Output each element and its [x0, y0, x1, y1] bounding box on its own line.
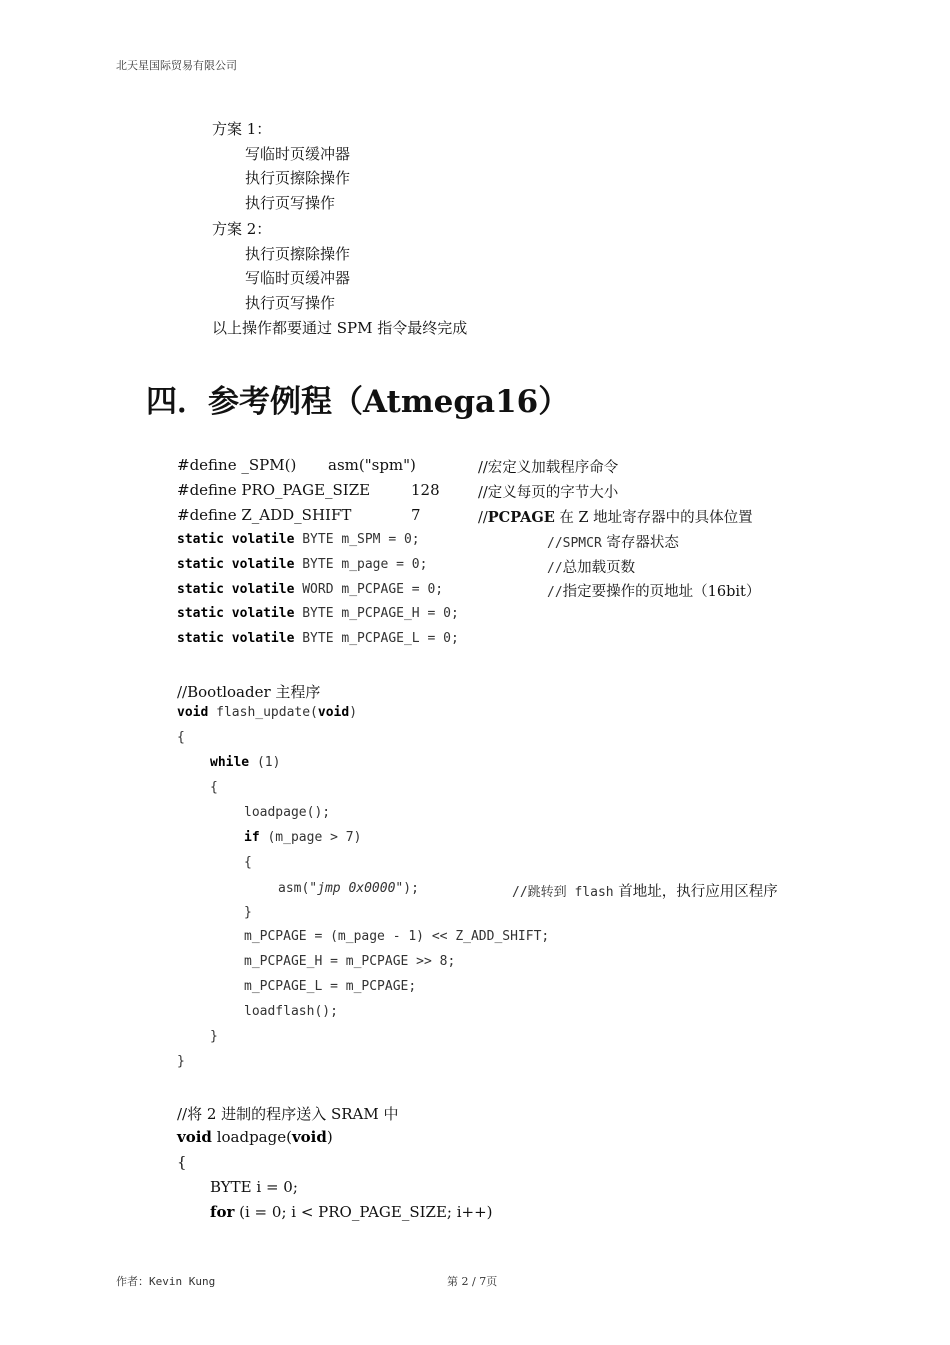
flash-update-comment: //Bootloader 主程序 [177, 683, 321, 701]
asm-comment [512, 880, 778, 901]
var-decl: BYTE m_SPM = 0; [294, 532, 420, 547]
plan1-step: 写临时页缓冲器 [245, 145, 351, 163]
code-line: loadpage(); [244, 805, 331, 820]
keyword-void: void [291, 1128, 327, 1146]
define-comment [478, 506, 753, 527]
asm-string: jmp 0x0000 [317, 881, 396, 896]
asm-suffix: "); [395, 881, 419, 896]
define-comment: //定义每页的字节大小 [478, 485, 619, 501]
asm-comment-a: //跳转到 [512, 885, 575, 900]
var-keyword: static volatile [177, 582, 295, 597]
plan1-title: 方案 1： [212, 120, 272, 138]
var-decl: BYTE m_PCPAGE_L = 0; [294, 631, 459, 646]
section-title: 四．参考例程（Atmega16） [146, 384, 570, 420]
asm-comment-c: 首地址，执行应用区程序 [613, 884, 778, 900]
var-comment [547, 580, 760, 601]
keyword-while: while [210, 755, 250, 770]
if-condition: (m_page > 7) [259, 830, 362, 845]
plan2-step: 写临时页缓冲器 [245, 269, 351, 287]
define-value: 7 [411, 506, 421, 524]
loadpage-signature [177, 1128, 333, 1146]
paren-close: ) [349, 705, 358, 720]
keyword-void: void [177, 705, 209, 720]
define-value: asm("spm") [328, 456, 416, 474]
var-keyword: static volatile [177, 557, 295, 572]
asm-line [278, 881, 419, 896]
code-line: loadflash(); [244, 1004, 338, 1019]
while-line [210, 755, 280, 770]
paren-close: ) [326, 1128, 333, 1146]
code-line: BYTE i = 0; [210, 1178, 298, 1196]
plan1-step: 执行页擦除操作 [245, 169, 351, 187]
asm-prefix: asm(" [278, 881, 318, 896]
var-keyword: static volatile [177, 631, 295, 646]
flash-update-signature [177, 705, 357, 720]
define-name: #define PRO_PAGE_SIZE [177, 481, 371, 499]
brace: { [210, 780, 218, 795]
if-line [244, 830, 361, 845]
var-line [177, 631, 459, 646]
var-keyword: static volatile [177, 532, 295, 547]
var-decl: WORD m_PCPAGE = 0; [294, 582, 444, 597]
var-decl: BYTE m_PCPAGE_H = 0; [294, 606, 459, 621]
var-decl: BYTE m_page = 0; [294, 557, 428, 572]
keyword-if: if [244, 830, 260, 845]
var-comment [547, 531, 679, 552]
var-comment-text: 寄存器状态 [601, 535, 679, 551]
plan1-step: 执行页写操作 [245, 194, 336, 212]
function-name: loadpage( [211, 1128, 292, 1146]
var-line [177, 532, 420, 547]
var-line [177, 557, 427, 572]
brace: { [177, 1153, 187, 1171]
plan2-title: 方案 2： [212, 220, 272, 238]
var-comment [547, 556, 635, 577]
footer-author: 作者：Kevin Kung [116, 1275, 216, 1288]
var-comment-text: 指定要操作的页地址（16bit） [562, 584, 761, 600]
define-comment-bold: PCPAGE [487, 509, 555, 526]
brace: { [177, 730, 185, 745]
define-name: #define Z_ADD_SHIFT [177, 506, 352, 524]
var-comment-mono: //SPMCR [547, 536, 602, 551]
code-line: m_PCPAGE_H = m_PCPAGE >> 8; [244, 954, 456, 969]
brace: } [210, 1029, 218, 1044]
plans-conclusion: 以上操作都要通过 SPM 指令最终完成 [212, 319, 468, 337]
plan2-step: 执行页擦除操作 [245, 245, 351, 263]
define-comment-rest: 在 Z 地址寄存器中的具体位置 [554, 510, 753, 526]
brace: } [177, 1054, 185, 1069]
plan2-step: 执行页写操作 [245, 294, 336, 312]
define-value: 128 [411, 481, 440, 499]
brace: } [244, 905, 252, 920]
var-comment-mono: // [547, 585, 563, 600]
loadpage-comment: //将 2 进制的程序送入 SRAM 中 [177, 1105, 399, 1123]
keyword-void: void [317, 705, 350, 720]
asm-comment-b: flash [574, 885, 614, 900]
define-comment: //宏定义加载程序命令 [478, 460, 619, 476]
function-name: flash_update( [208, 705, 318, 720]
code-line: m_PCPAGE = (m_page - 1) << Z_ADD_SHIFT; [244, 929, 550, 944]
brace: { [244, 855, 252, 870]
while-condition: (1) [249, 755, 281, 770]
for-line [210, 1203, 493, 1221]
keyword-void: void [177, 1128, 212, 1146]
define-name: #define _SPM() [177, 456, 297, 474]
var-line [177, 606, 459, 621]
define-comment-prefix: // [478, 510, 488, 526]
header-company: 北天星国际贸易有限公司 [116, 59, 237, 72]
var-line [177, 582, 443, 597]
for-condition: (i = 0; i < PRO_PAGE_SIZE; i++) [234, 1203, 493, 1221]
var-comment-mono: // [547, 561, 563, 576]
keyword-for: for [210, 1203, 235, 1221]
var-keyword: static volatile [177, 606, 295, 621]
var-comment-text: 总加载页数 [562, 560, 636, 576]
footer-page: 第 2 / 7页 [447, 1275, 498, 1288]
code-line: m_PCPAGE_L = m_PCPAGE; [244, 979, 417, 994]
